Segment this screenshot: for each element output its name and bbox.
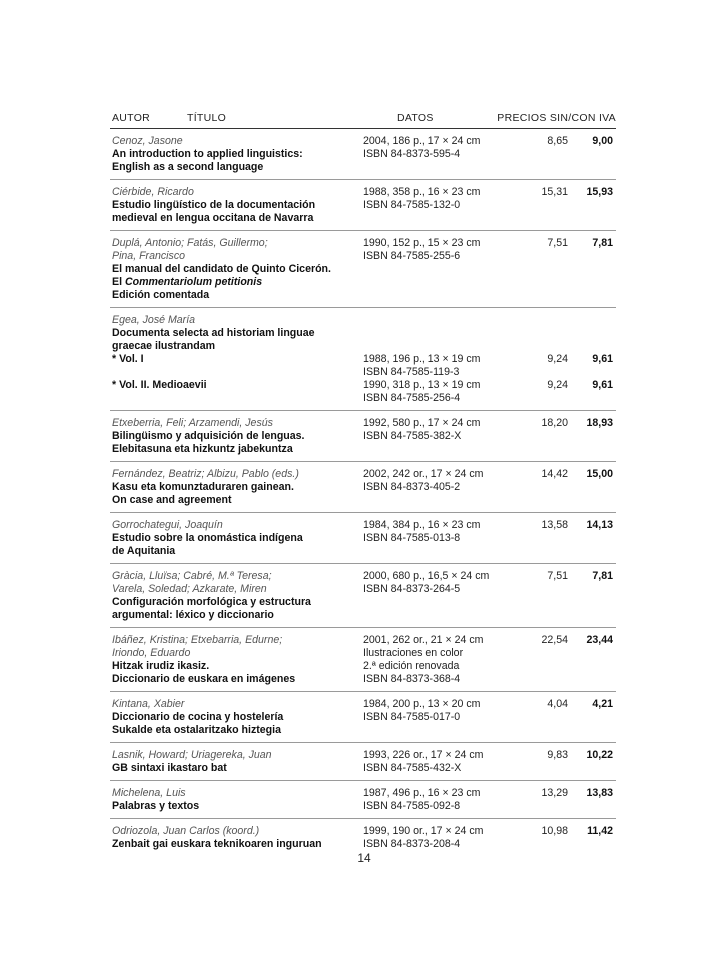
catalog-entry (110, 231, 616, 308)
entry-datos: 1999, 190 or., 17 × 24 cm (363, 825, 484, 837)
catalog-entry (110, 308, 616, 411)
price-with-vat: 9,61 (592, 353, 613, 365)
entry-author: Odriozola, Juan Carlos (koord.) (112, 825, 260, 837)
entry-title: Configuración morfológica y estructura (112, 596, 311, 608)
entry-author: Iriondo, Eduardo (112, 647, 191, 659)
header-precios: PRECIOS SIN/CON IVA (497, 112, 616, 124)
entry-line (112, 749, 616, 762)
entry-title: * Vol. I (112, 353, 144, 365)
entry-line (112, 340, 616, 353)
entry-datos: 1984, 384 p., 16 × 23 cm (363, 519, 481, 531)
entry-line (112, 379, 616, 392)
entry-line (112, 161, 616, 174)
catalog-entries (110, 129, 616, 856)
entry-title: Elebitasuna eta hizkuntz jabekuntza (112, 443, 293, 455)
entry-author: Lasnik, Howard; Uriagereka, Juan (112, 749, 272, 761)
price-with-vat: 9,00 (592, 135, 613, 147)
entry-datos: ISBN 84-7585-132-0 (363, 199, 461, 211)
entry-title: Palabras y textos (112, 800, 200, 812)
entry-datos: ISBN 84-7585-092-8 (363, 800, 461, 812)
entry-line (112, 494, 616, 507)
entry-line (112, 570, 616, 583)
entry-line (112, 276, 616, 289)
price-with-vat: 15,93 (586, 186, 613, 198)
header-autor: AUTOR (112, 112, 151, 124)
entry-title: Estudio sobre la onomástica indígena (112, 532, 303, 544)
entry-datos: 1990, 152 p., 15 × 23 cm (363, 237, 481, 249)
entry-line (112, 148, 616, 161)
price-with-vat: 23,44 (586, 634, 613, 646)
entry-line (112, 787, 616, 800)
entry-author: Fernández, Beatriz; Albizu, Pablo (eds.) (112, 468, 299, 480)
entry-line (112, 647, 616, 660)
entry-title: English as a second language (112, 161, 264, 173)
entry-line (112, 519, 616, 532)
entry-title: Bilingüismo y adquisición de lenguas. (112, 430, 305, 442)
entry-line (112, 634, 616, 647)
catalog-entry (110, 564, 616, 628)
entry-datos: ISBN 84-8373-595-4 (363, 148, 461, 160)
price-without-vat: 18,20 (541, 417, 568, 429)
entry-datos: ISBN 84-8373-405-2 (363, 481, 461, 493)
price-with-vat: 7,81 (592, 570, 613, 582)
entry-datos: 2.ª edición renovada (363, 660, 460, 672)
entry-author: Varela, Soledad; Azkarate, Miren (112, 583, 267, 595)
entry-line (112, 443, 616, 456)
entry-line (112, 263, 616, 276)
entry-title: Estudio lingüístico de la documentación (112, 199, 316, 211)
entry-line (112, 212, 616, 225)
entry-line (112, 327, 616, 340)
price-without-vat: 9,24 (547, 379, 568, 391)
header-datos: DATOS (397, 112, 434, 124)
price-without-vat: 13,58 (541, 519, 568, 531)
entry-line (112, 800, 616, 813)
entry-title: El (112, 276, 125, 288)
price-with-vat: 11,42 (587, 825, 613, 837)
price-without-vat: 9,24 (547, 353, 568, 365)
entry-datos: ISBN 84-7585-119-3 (363, 366, 460, 378)
entry-author: Duplá, Antonio; Fatás, Guillermo; (112, 237, 268, 249)
page-number: 14 (357, 851, 371, 865)
entry-line (112, 430, 616, 443)
entry-datos: ISBN 84-8373-208-4 (363, 838, 461, 850)
price-with-vat: 15,00 (586, 468, 613, 480)
price-with-vat: 10,22 (586, 749, 613, 761)
entry-title: An introduction to applied linguistics: (112, 148, 303, 160)
entry-author: Etxeberria, Feli; Arzamendi, Jesús (112, 417, 273, 429)
catalog-entry (110, 781, 616, 819)
entry-datos: 1984, 200 p., 13 × 20 cm (363, 698, 481, 710)
entry-line (112, 673, 616, 686)
entry-line (112, 314, 616, 327)
entry-datos: ISBN 84-7585-256-4 (363, 392, 461, 404)
entry-author: Kintana, Xabier (112, 698, 185, 710)
entry-title: El manual del candidato de Quinto Cicerón. (112, 263, 331, 275)
entry-line (112, 596, 616, 609)
price-with-vat: 7,81 (592, 237, 613, 249)
entry-line (112, 711, 616, 724)
entry-title: Zenbait gai euskara teknikoaren inguruan (112, 838, 322, 850)
catalog-entry (110, 692, 616, 743)
entry-line (112, 545, 616, 558)
entry-title: graecae ilustrandam (112, 340, 216, 352)
price-with-vat: 13,83 (586, 787, 613, 799)
entry-line (112, 199, 616, 212)
entry-datos: 1990, 318 p., 13 × 19 cm (363, 379, 481, 391)
entry-title: On case and agreement (112, 494, 232, 506)
entry-datos: ISBN 84-7585-013-8 (363, 532, 461, 544)
entry-datos: ISBN 84-7585-017-0 (363, 711, 461, 723)
entry-title: Diccionario de euskara en imágenes (112, 673, 296, 685)
entry-line (112, 366, 616, 379)
price-without-vat: 7,51 (547, 237, 568, 249)
entry-title: * Vol. II. Medioaevii (112, 379, 207, 391)
entry-line (112, 825, 616, 838)
entry-title: Edición comentada (112, 289, 210, 301)
entry-datos: 2001, 262 or., 21 × 24 cm (363, 634, 484, 646)
entry-line (112, 609, 616, 622)
price-without-vat: 8,65 (547, 135, 568, 147)
entry-datos: ISBN 84-8373-264-5 (363, 583, 461, 595)
catalog-entry (110, 743, 616, 781)
entry-author: Ciérbide, Ricardo (112, 186, 194, 198)
price-with-vat: 18,93 (586, 417, 613, 429)
price-without-vat: 9,83 (547, 749, 568, 761)
entry-title: Hitzak irudiz ikasiz. (112, 660, 210, 672)
entry-line (112, 417, 616, 430)
entry-line (112, 583, 616, 596)
entry-datos: 1992, 580 p., 17 × 24 cm (363, 417, 481, 429)
entry-line (112, 289, 616, 302)
entry-author: Gorrochategui, Joaquín (112, 519, 223, 531)
entry-datos: 1988, 358 p., 16 × 23 cm (363, 186, 481, 198)
price-without-vat: 22,54 (541, 634, 568, 646)
header-titulo: TÍTULO (187, 112, 227, 124)
entry-datos: 2002, 242 or., 17 × 24 cm (363, 468, 484, 480)
entry-line (112, 532, 616, 545)
entry-title: Kasu eta komunztaduraren gainean. (112, 481, 294, 493)
entry-title-italic: Commentariolum petitionis (124, 276, 263, 288)
catalog-entry (110, 513, 616, 564)
entry-title: argumental: léxico y diccionario (112, 609, 274, 621)
catalog-entry (110, 411, 616, 462)
catalog-entry (110, 180, 616, 231)
entry-datos: 2000, 680 p., 16,5 × 24 cm (363, 570, 490, 582)
entry-author: Cenoz, Jasone (112, 135, 183, 147)
entry-author: Pina, Francisco (112, 250, 186, 262)
entry-line (112, 250, 616, 263)
entry-title: medieval en lengua occitana de Navarra (112, 212, 314, 224)
entry-title: Diccionario de cocina y hostelería (112, 711, 284, 723)
entry-datos: 2004, 186 p., 17 × 24 cm (363, 135, 481, 147)
entry-line (112, 838, 616, 851)
price-without-vat: 10,98 (541, 825, 568, 837)
catalog-entry (110, 628, 616, 692)
entry-line (112, 481, 616, 494)
entry-line (112, 698, 616, 711)
entry-author: Ibáñez, Kristina; Etxebarria, Edurne; (112, 634, 283, 646)
price-with-vat: 4,21 (592, 698, 613, 710)
price-with-vat: 9,61 (592, 379, 613, 391)
price-without-vat: 4,04 (547, 698, 568, 710)
entry-title: GB sintaxi ikastaro bat (112, 762, 227, 774)
entry-line (112, 724, 616, 737)
entry-author: Gràcia, Lluïsa; Cabré, M.ª Teresa; (112, 570, 272, 582)
entry-line (112, 762, 616, 775)
entry-line (112, 237, 616, 250)
entry-line (112, 468, 616, 481)
entry-datos: ISBN 84-7585-255-6 (363, 250, 461, 262)
price-with-vat: 14,13 (586, 519, 613, 531)
catalog-page (110, 108, 616, 856)
catalog-entry (110, 129, 616, 180)
entry-author: Michelena, Luis (112, 787, 186, 799)
entry-datos: ISBN 84-7585-432-X (363, 762, 462, 774)
entry-line (112, 660, 616, 673)
column-header (110, 108, 616, 126)
entry-title: de Aquitania (112, 545, 176, 557)
entry-title: Sukalde eta ostalaritzako hiztegia (112, 724, 281, 736)
entry-datos: 1988, 196 p., 13 × 19 cm (363, 353, 481, 365)
entry-line (112, 186, 616, 199)
entry-datos: ISBN 84-7585-382-X (363, 430, 462, 442)
entry-datos: 1987, 496 p., 16 × 23 cm (363, 787, 481, 799)
entry-line (112, 392, 616, 405)
entry-datos: Ilustraciones en color (363, 647, 464, 659)
entry-title: Documenta selecta ad historiam linguae (112, 327, 315, 339)
entry-datos: ISBN 84-8373-368-4 (363, 673, 461, 685)
entry-datos: 1993, 226 or., 17 × 24 cm (363, 749, 484, 761)
entry-author: Egea, José María (112, 314, 196, 326)
price-without-vat: 15,31 (541, 186, 568, 198)
price-without-vat: 13,29 (541, 787, 568, 799)
entry-line (112, 353, 616, 366)
price-without-vat: 7,51 (547, 570, 568, 582)
price-without-vat: 14,42 (541, 468, 568, 480)
catalog-entry (110, 462, 616, 513)
entry-line (112, 135, 616, 148)
